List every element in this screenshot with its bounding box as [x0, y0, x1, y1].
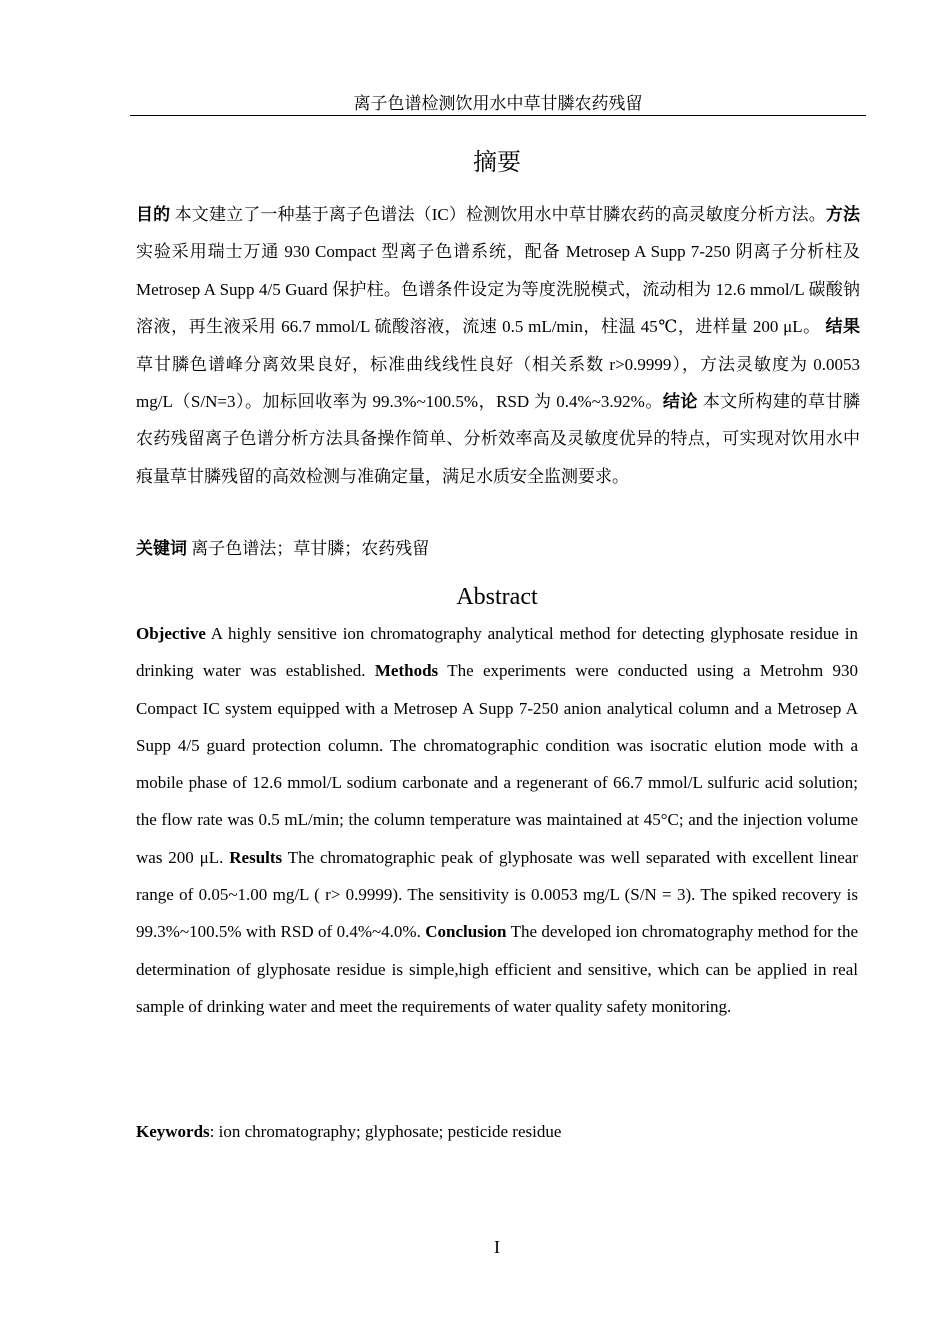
en-methods-text: The experiments were conducted using a Metrohm 930 Compact IC system equipped with a Metrosep A Supp 7-250 anion analytical column and a Metrosep A Supp 4/5 guard protection column. The chromatographic condition was isocratic elution mode with a mobile phase of 12.6 mmol/L sodium carbonate and a regenerant of 66.7 mmol/L sulfuric acid solution; the flow rate was 0.5 mL/min; the column temperature was maintained at 45°C; and the injection volume was 200 μL. [136, 661, 859, 867]
cn-conclusion-text: 本文所构建的草甘膦农药残留离子色谱分析方法具备操作简单、分析效率高及灵敏度优异的特点，可实现对饮用水中痕量草甘膦残留的高效检测与准确定量，满足水质安全监测要求。 [136, 392, 861, 486]
english-keywords [136, 1117, 858, 1147]
cn-keywords-label: 关键词 [136, 539, 187, 558]
page-number: I [494, 1237, 500, 1257]
en-objective-text: A highly sensitive ion chromatography analytical method for detecting glyphosate residue in drinking water was established. [136, 624, 858, 681]
en-keywords-label: Keywords [136, 1122, 210, 1141]
chinese-abstract-heading: 摘要 [473, 150, 521, 176]
chinese-keywords [136, 530, 858, 567]
english-abstract-body [136, 615, 858, 1025]
en-keywords-text: : ion chromatography; glyphosate; pesticide residue [209, 1122, 562, 1141]
cn-objective-label: 目的 [136, 205, 171, 224]
cn-results-text: 草甘膦色谱峰分离效果良好，标准曲线线性良好（相关系数 r>0.9999），方法灵敏度为 0.0053 mg/L（S/N=3）。加标回收率为 99.3%~100.5%，RSD 为 0.4%~3.92%。 [136, 354, 860, 412]
en-conclusion-text: The developed ion chromatography method for the determination of glyphosate residue is simple,high efficient and sensitive, which can be applied in real sample of drinking water and meet the requirements of water quality safety monitoring. [136, 922, 858, 1016]
cn-conclusion-label: 结论 [662, 392, 698, 412]
en-methods-label: Methods [374, 661, 439, 681]
running-header: 离子色谱检测饮用水中草甘膦农药残留 [353, 94, 643, 113]
cn-keywords-text: 离子色谱法；草甘膦；农药残留 [187, 539, 430, 558]
chinese-abstract-body [136, 196, 860, 495]
en-results-text: The chromatographic peak of glyphosate was well separated with excellent linear range of 0.05~1.00 mg/L ( r> 0.9999). The sensitivity is 0.0053 mg/L (S/N = 3). The spiked recovery is 99.3%~100.5% with RSD of 0.4%~4.0%. [136, 847, 858, 942]
en-results-label: Results [229, 847, 283, 867]
header-rule [130, 115, 866, 116]
cn-methods-label: 方法 [825, 205, 861, 224]
english-abstract-heading: Abstract [456, 584, 538, 610]
cn-objective-text: 本文建立了一种基于离子色谱法（IC）检测饮用水中草甘膦农药的高灵敏度分析方法。 [170, 205, 826, 224]
cn-methods-text: 实验采用瑞士万通 930 Compact 型离子色谱系统，配备 Metrosep A Supp 7-250 阴离子分析柱及 Metrosep A Supp 4/5 Guard 保护柱。色谱条件设定为等度洗脱模式，流动相为 12.6 mmol/L 碳酸钠溶液，再生液采用 66.7 mmol/L 硫酸溶液，流速 0.5 mL/min，柱温 45℃，进样量 200 μL。 [136, 242, 860, 337]
cn-results-label: 结果 [825, 317, 861, 337]
en-objective-label: Objective [136, 624, 206, 643]
en-conclusion-label: Conclusion [425, 922, 507, 942]
